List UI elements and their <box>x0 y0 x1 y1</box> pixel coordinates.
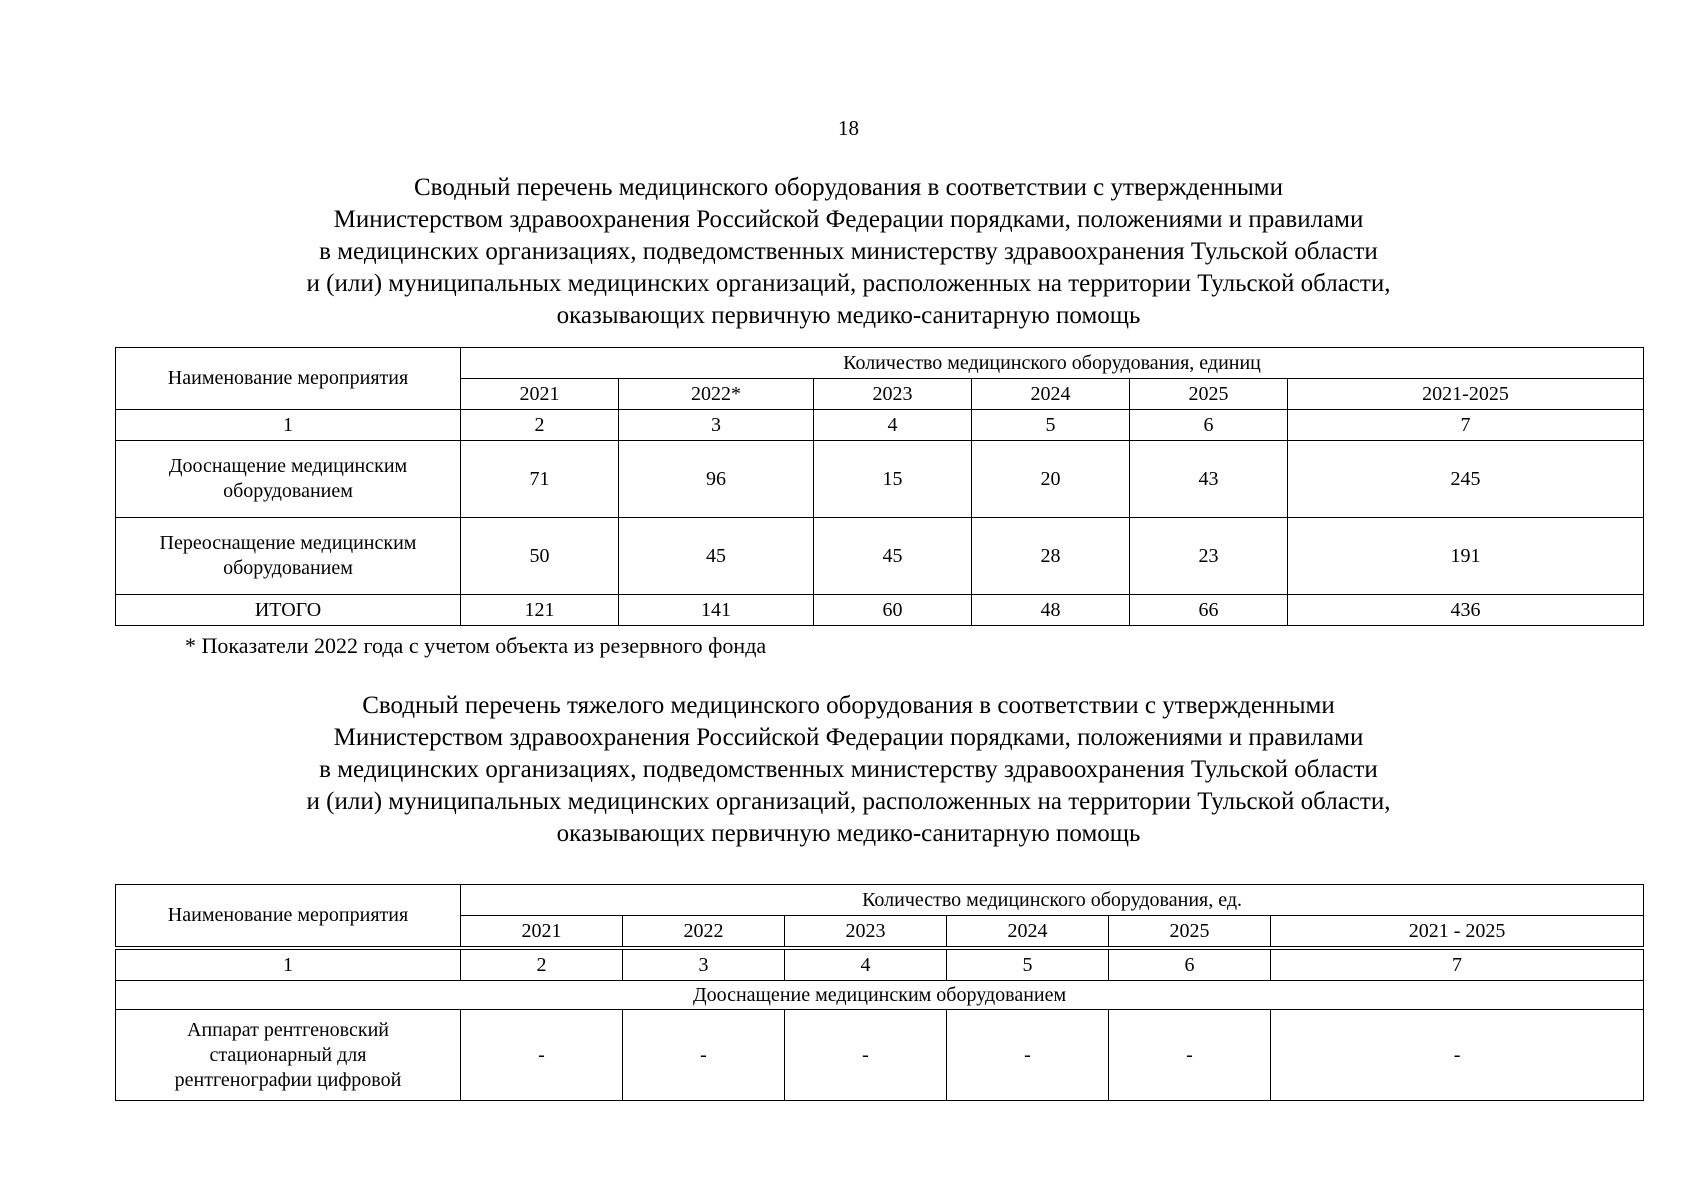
column-number: 4 <box>814 410 972 441</box>
total-row <box>116 595 1644 626</box>
year-header: 2022 <box>623 916 785 949</box>
name-column-header: Наименование мероприятия <box>116 885 461 949</box>
total-value: 66 <box>1130 595 1288 626</box>
cell-value: 23 <box>1130 518 1288 595</box>
total-value: 436 <box>1288 595 1644 626</box>
column-number: 3 <box>623 948 785 981</box>
column-number-row <box>116 948 1644 981</box>
cell-value: - <box>1109 1010 1271 1101</box>
column-number: 5 <box>947 948 1109 981</box>
row-name <box>116 441 461 518</box>
cell-value: 71 <box>461 441 619 518</box>
row-name-line: оборудованием <box>223 557 353 579</box>
year-header: 2021 - 2025 <box>1271 916 1644 949</box>
table-row <box>116 1010 1644 1101</box>
column-number: 6 <box>1130 410 1288 441</box>
heading-line: в медицинских организациях, подведомственных министерству здравоохранения Тульской области <box>319 238 1378 265</box>
year-header: 2024 <box>972 379 1130 410</box>
heading-line: оказывающих первичную медико-санитарную помощь <box>556 302 1141 329</box>
row-name-line: рентгенографии цифровой <box>174 1068 402 1091</box>
cell-value: - <box>785 1010 947 1101</box>
heading-line: в медицинских организациях, подведомственных министерству здравоохранения Тульской области <box>319 756 1378 783</box>
row-name <box>116 518 461 595</box>
year-header: 2025 <box>1130 379 1288 410</box>
cell-value: 43 <box>1130 441 1288 518</box>
column-number: 2 <box>461 948 623 981</box>
heading-line: оказывающих первичную медико-санитарную помощь <box>556 820 1141 847</box>
cell-value: - <box>461 1010 623 1101</box>
total-value: 121 <box>461 595 619 626</box>
cell-value: 45 <box>619 518 814 595</box>
cell-value: 245 <box>1288 441 1644 518</box>
year-header: 2022* <box>619 379 814 410</box>
name-column-header: Наименование мероприятия <box>116 348 461 410</box>
page-number: 18 <box>838 116 859 140</box>
table-row <box>116 518 1644 595</box>
footnote: * Показатели 2022 года с учетом объекта из резервного фонда <box>185 633 767 658</box>
column-number: 4 <box>785 948 947 981</box>
column-number: 3 <box>619 410 814 441</box>
cell-value: - <box>1271 1010 1644 1101</box>
cell-value: 45 <box>814 518 972 595</box>
cell-value: - <box>947 1010 1109 1101</box>
cell-value: 96 <box>619 441 814 518</box>
column-number-row <box>116 410 1644 441</box>
year-header: 2021 <box>461 916 623 949</box>
quantity-header: Количество медицинского оборудования, единиц <box>461 348 1644 379</box>
row-name-line: Дооснащение медицинским <box>168 455 408 477</box>
total-value: 48 <box>972 595 1130 626</box>
row-name-line: Переоснащение медицинским <box>159 532 417 554</box>
total-label: ИТОГО <box>116 595 461 626</box>
heading-line: и (или) муниципальных медицинских организаций, расположенных на территории Тульской области, <box>306 788 1391 815</box>
cell-value: 15 <box>814 441 972 518</box>
heading-line: Министерством здравоохранения Российской Федерации порядками, положениями и правилами <box>333 206 1364 233</box>
row-name <box>116 1010 461 1101</box>
column-number: 7 <box>1271 948 1644 981</box>
year-header: 2023 <box>785 916 947 949</box>
cell-value: 20 <box>972 441 1130 518</box>
cell-value: 28 <box>972 518 1130 595</box>
column-number: 5 <box>972 410 1130 441</box>
year-header: 2025 <box>1109 916 1271 949</box>
column-number: 2 <box>461 410 619 441</box>
column-number: 1 <box>116 948 461 981</box>
column-number: 7 <box>1288 410 1644 441</box>
heading-line: Сводный перечень медицинского оборудования в соответствии с утвержденными <box>414 174 1283 201</box>
heavy-equipment-table <box>115 884 1644 1101</box>
total-value: 60 <box>814 595 972 626</box>
total-value: 141 <box>619 595 814 626</box>
cell-value: 191 <box>1288 518 1644 595</box>
column-number: 6 <box>1109 948 1271 981</box>
table1-heading <box>0 172 1697 332</box>
heading-line: Сводный перечень тяжелого медицинского оборудования в соответствии с утвержденными <box>362 692 1335 719</box>
row-name-line: стационарный для <box>209 1043 367 1066</box>
table2-heading <box>0 690 1697 850</box>
cell-value: 50 <box>461 518 619 595</box>
year-header: 2023 <box>814 379 972 410</box>
heading-line: и (или) муниципальных медицинских организаций, расположенных на территории Тульской области, <box>306 270 1391 297</box>
row-name-line: Аппарат рентгеновский <box>187 1018 389 1041</box>
equipment-table <box>115 347 1644 626</box>
section-title: Дооснащение медицинским оборудованием <box>116 981 1644 1010</box>
year-header: 2021-2025 <box>1288 379 1644 410</box>
table-row <box>116 441 1644 518</box>
year-header: 2021 <box>461 379 619 410</box>
section-row <box>116 981 1644 1010</box>
year-header: 2024 <box>947 916 1109 949</box>
cell-value: - <box>623 1010 785 1101</box>
row-name-line: оборудованием <box>223 480 353 502</box>
column-number: 1 <box>116 410 461 441</box>
heading-line: Министерством здравоохранения Российской Федерации порядками, положениями и правилами <box>333 724 1364 751</box>
quantity-header: Количество медицинского оборудования, ед. <box>461 885 1644 916</box>
